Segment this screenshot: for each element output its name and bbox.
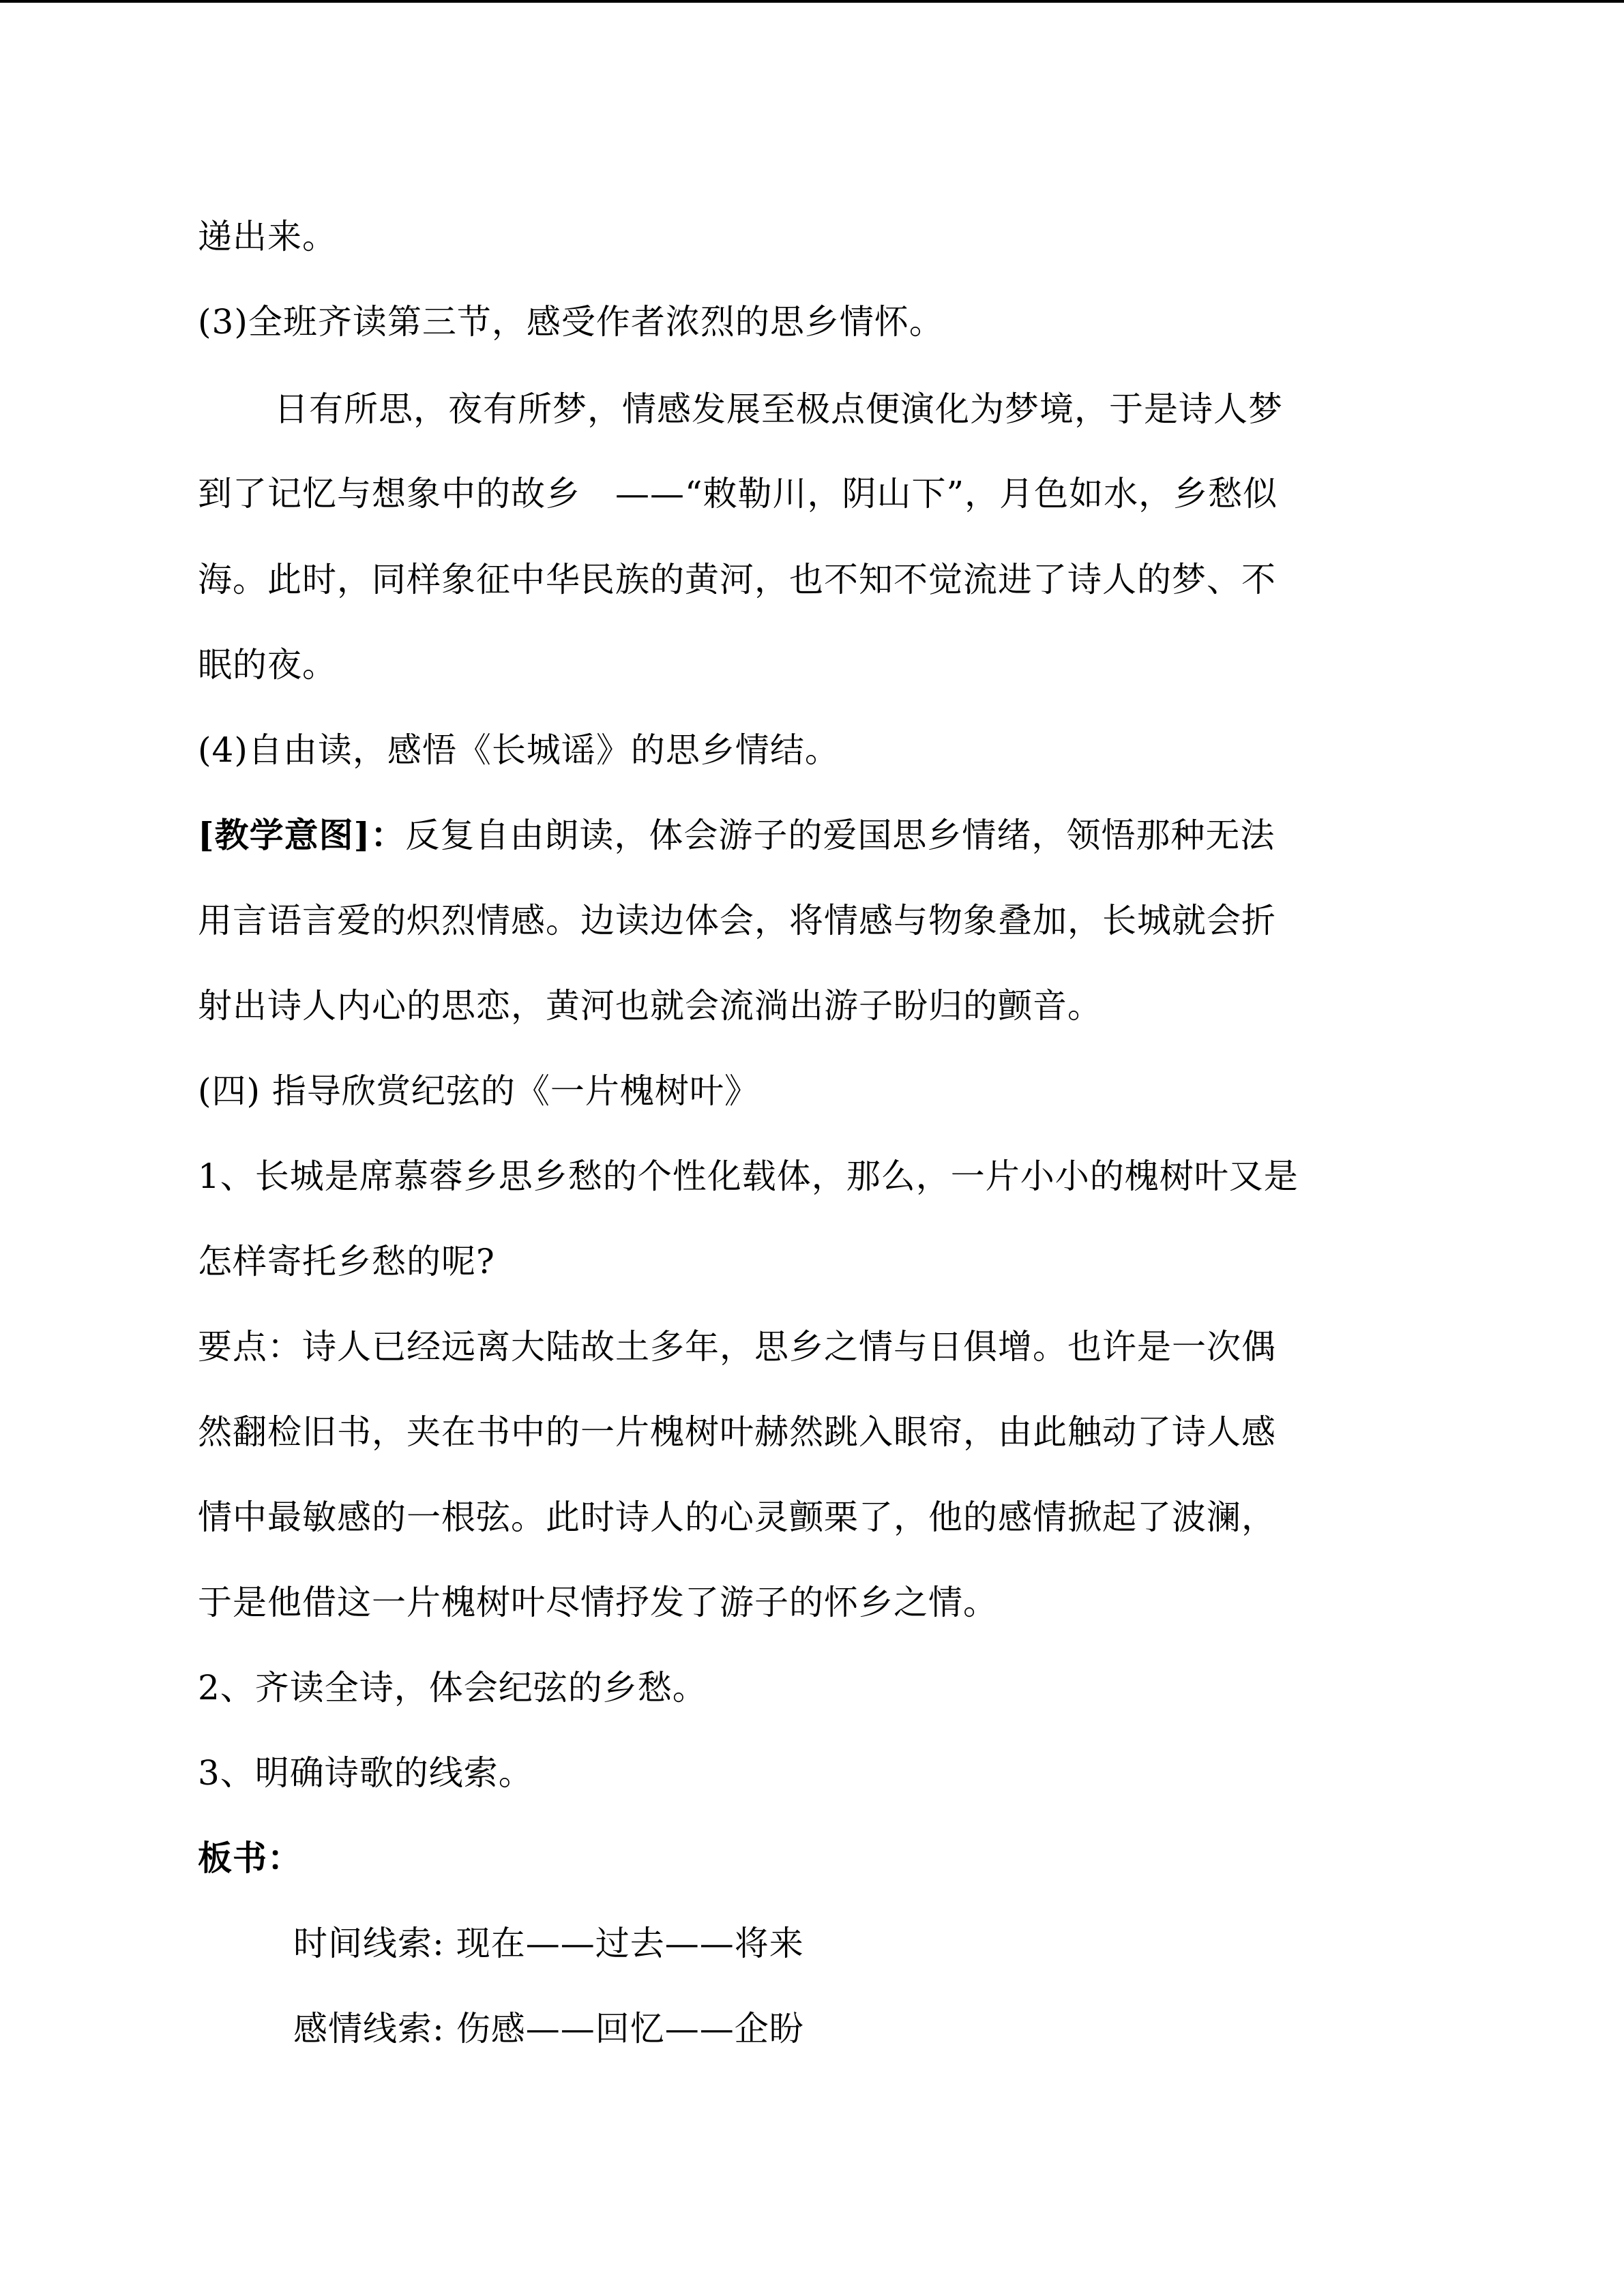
paragraph-line-16: 情中最敏感的一根弦。此时诗人的心灵颤栗了，他的感情掀起了波澜， [198, 1497, 1276, 1537]
paragraph-line-17: 于是他借这一片槐树叶尽情抒发了游子的怀乡之情。 [198, 1583, 998, 1622]
teaching-intent-label: [教学意图]： [198, 815, 406, 855]
page-top-border [0, 0, 1624, 3]
blackboard-heading: 板书： [198, 1838, 302, 1878]
paragraph-line-1: 递出来。 [198, 217, 337, 256]
paragraph-line-15: 然翻检旧书，夹在书中的一片槐树叶赫然跳入眼帘，由此触动了诗人感 [198, 1412, 1276, 1452]
paragraph-line-14: 要点：诗人已经远离大陆故土多年，思乡之情与日俱增。也许是一次偶 [198, 1327, 1276, 1367]
blackboard-emotion-clue: 感情线索: 伤感——回忆——企盼 [293, 2009, 804, 2048]
paragraph-line-6: 眠的夜。 [198, 645, 337, 685]
paragraph-line-12: 1、长城是席慕蓉乡思乡愁的个性化载体，那么，一片小小的槐树叶又是 [198, 1157, 1299, 1196]
section-heading: (四) 指导欣赏纪弦的《一片槐树叶》 [198, 1071, 759, 1111]
teaching-intent-text: 反复自由朗读，体会游子的爱国思乡情绪，领悟那种无法 [405, 816, 1275, 855]
paragraph-line-7: (4)自由读，感悟《长城谣》的思乡情结。 [198, 730, 840, 770]
paragraph-line-19: 3、明确诗歌的线索。 [198, 1753, 533, 1793]
paragraph-line-18: 2、齐读全诗，体会纪弦的乡愁。 [198, 1668, 707, 1708]
paragraph-line-4: 到了记忆与想象中的故乡 ——“敕勒川，阴山下”，月色如水，乡愁似 [198, 474, 1278, 513]
paragraph-line-5: 海。此时，同样象征中华民族的黄河，也不知不觉流进了诗人的梦、不 [198, 560, 1276, 599]
paragraph-line-3: 日有所思，夜有所梦，情感发展至极点便演化为梦境，于是诗人梦 [274, 389, 1283, 429]
paragraph-line-2: (3)全班齐读第三节，感受作者浓烈的思乡情怀。 [198, 302, 944, 342]
blackboard-time-clue: 时间线索: 现在——过去——将来 [293, 1924, 804, 1963]
paragraph-line-9: 用言语言爱的炽烈情感。边读边体会，将情感与物象叠加，长城就会折 [198, 901, 1276, 940]
teaching-intent-line [198, 814, 1275, 857]
paragraph-line-13: 怎样寄托乡愁的呢? [198, 1242, 495, 1281]
paragraph-line-10: 射出诗人内心的思恋，黄河也就会流淌出游子盼归的颤音。 [198, 986, 1102, 1026]
